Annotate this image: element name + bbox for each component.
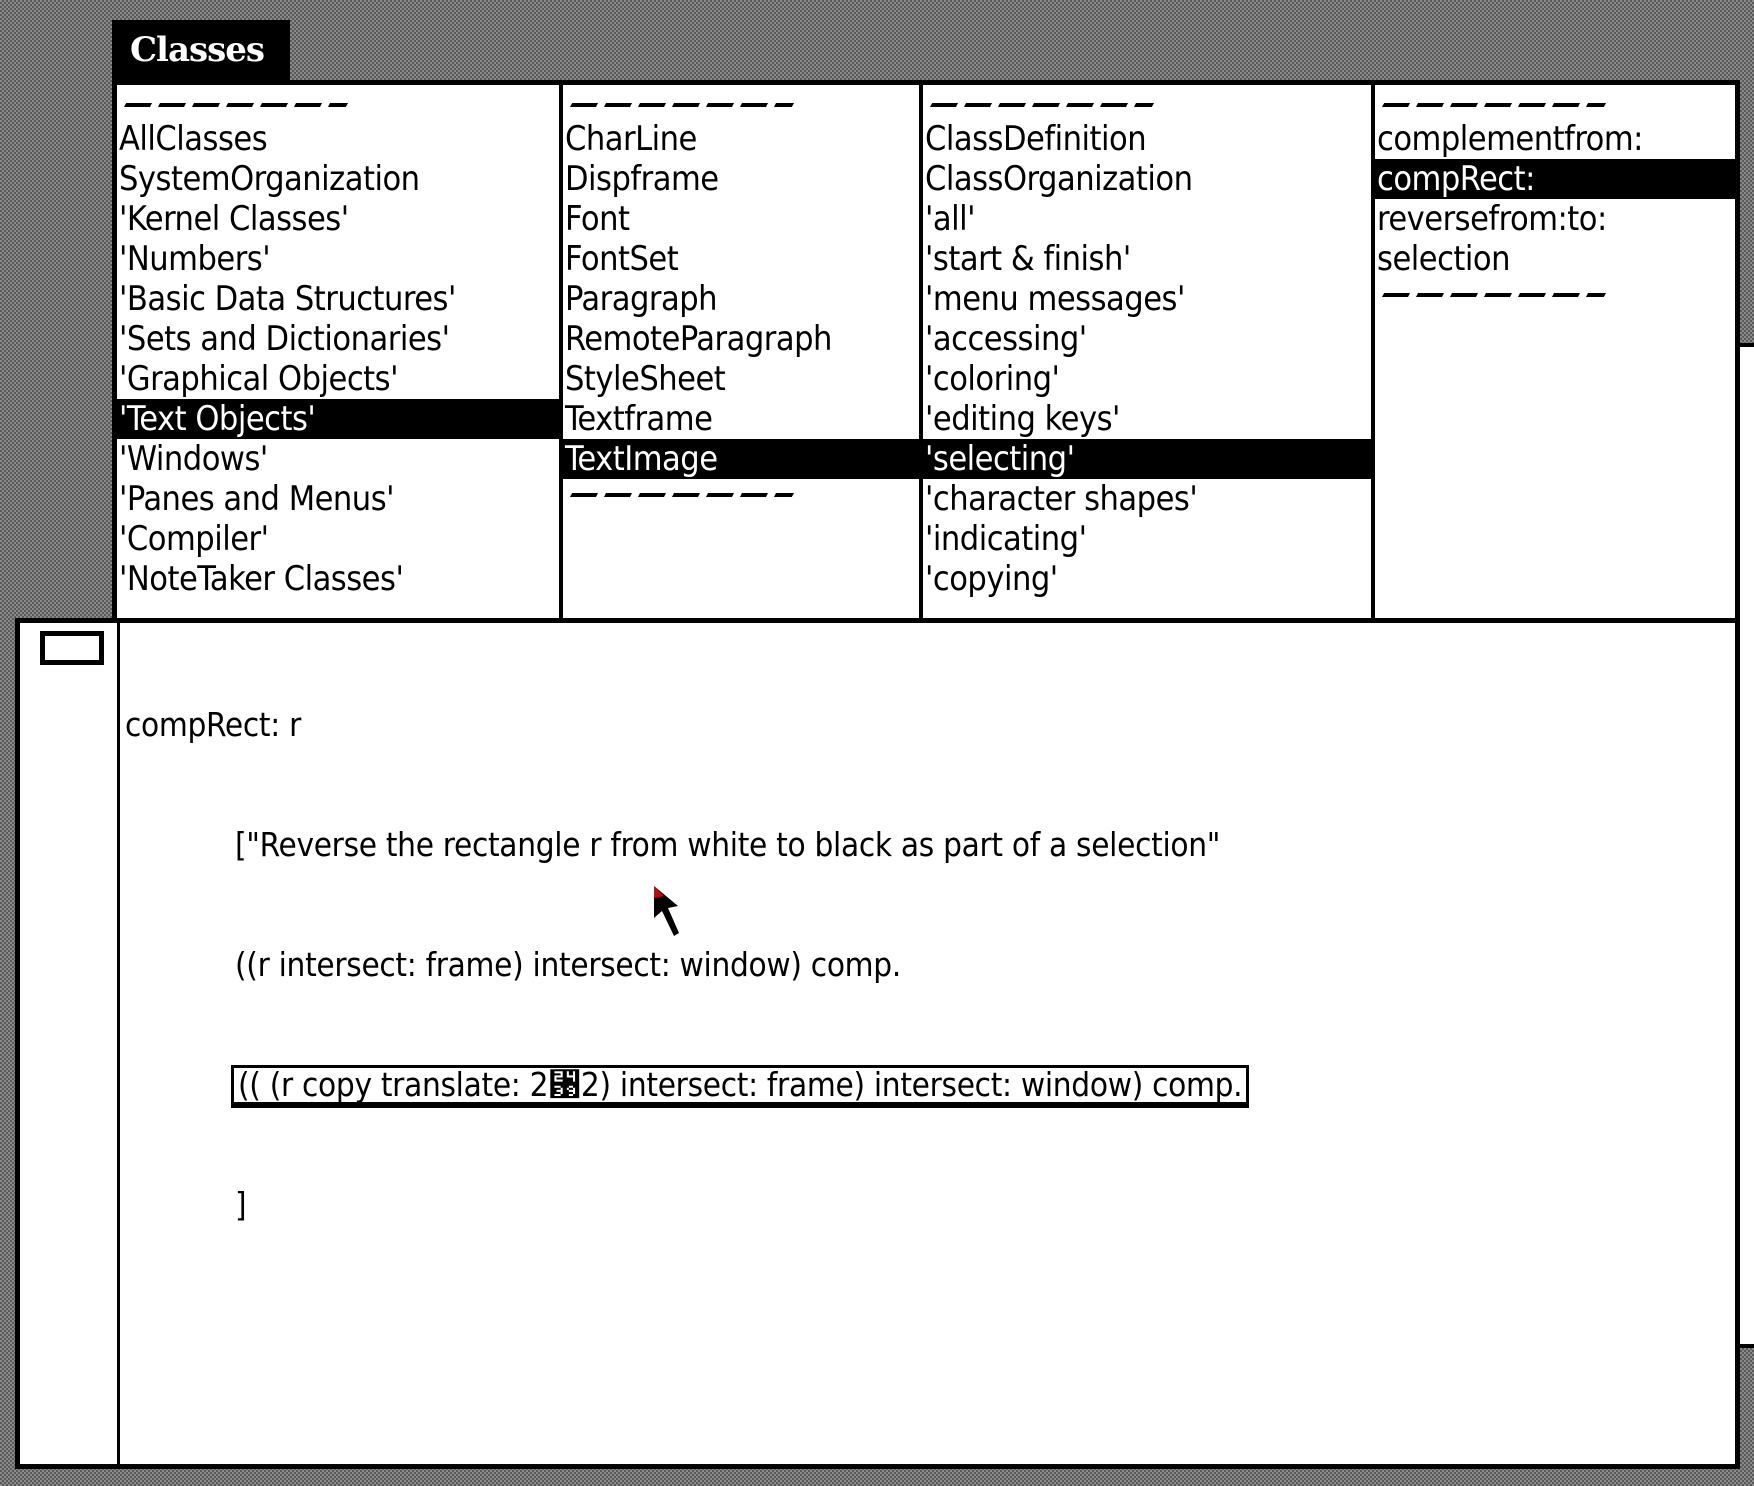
background-window[interactable] <box>1740 343 1754 1348</box>
list-item-notetaker-classes[interactable]: 'NoteTaker Classes' <box>119 559 404 599</box>
list-item-start-finish[interactable]: 'start & finish' <box>925 239 1131 279</box>
list-item-reversefrom-to[interactable]: reversefrom:to: <box>1377 199 1607 239</box>
window-title: Classes <box>130 30 265 70</box>
category-list[interactable] <box>117 119 559 599</box>
class-pane[interactable] <box>563 85 923 619</box>
list-item-textframe[interactable]: Textframe <box>565 399 713 439</box>
message-pane[interactable] <box>1375 85 1735 619</box>
code-line-method-header[interactable]: compRect: r <box>125 705 301 744</box>
list-item-basic-data-structures[interactable]: 'Basic Data Structures' <box>119 279 456 319</box>
list-item-copying[interactable]: 'copying' <box>925 559 1058 599</box>
list-top-separator <box>568 99 797 111</box>
code-line-comment[interactable]: ["Reverse the rectangle r from white to black as part of a selection" <box>235 825 1221 864</box>
list-item-compiler[interactable]: 'Compiler' <box>119 519 269 559</box>
list-item-kernel-classes[interactable]: 'Kernel Classes' <box>119 199 349 239</box>
list-item-dispframe[interactable]: Dispframe <box>565 159 719 199</box>
list-item-all[interactable]: 'all' <box>925 199 976 239</box>
list-bottom-separator <box>568 489 797 501</box>
protocol-list[interactable] <box>923 119 1371 599</box>
scroll-gutter[interactable] <box>20 623 120 1464</box>
code-line-selected-wrapper <box>125 1065 1735 1105</box>
category-pane[interactable] <box>117 85 563 619</box>
list-top-separator <box>928 99 1157 111</box>
list-item-selecting[interactable]: 'selecting' <box>923 439 1371 479</box>
list-item-allclasses[interactable]: AllClasses <box>119 119 268 159</box>
code-editor[interactable] <box>125 625 1735 1464</box>
class-list[interactable] <box>563 119 919 479</box>
list-item-sets-and-dictionaries[interactable]: 'Sets and Dictionaries' <box>119 319 450 359</box>
list-item-accessing[interactable]: 'accessing' <box>925 319 1087 359</box>
code-pane[interactable] <box>15 618 1740 1469</box>
list-item-text-objects[interactable]: 'Text Objects' <box>117 399 559 439</box>
code-line-close-bracket[interactable]: ] <box>235 1185 247 1224</box>
list-item-classdefinition[interactable]: ClassDefinition <box>925 119 1147 159</box>
list-item-stylesheet[interactable]: StyleSheet <box>565 359 726 399</box>
list-item-complementfrom[interactable]: complementfrom: <box>1377 119 1643 159</box>
code-line-selected[interactable]: (( (r copy translate: 2␹2) intersect: frame) intersect: window) comp. <box>231 1065 1249 1108</box>
list-item-numbers[interactable]: 'Numbers' <box>119 239 271 279</box>
window-title-tab[interactable] <box>112 20 290 84</box>
list-item-indicating[interactable]: 'indicating' <box>925 519 1087 559</box>
protocol-pane[interactable] <box>923 85 1375 619</box>
list-top-separator <box>1380 99 1609 111</box>
list-item-selection[interactable]: selection <box>1377 239 1510 279</box>
list-item-fontset[interactable]: FontSet <box>565 239 679 279</box>
list-item-coloring[interactable]: 'coloring' <box>925 359 1060 399</box>
list-bottom-separator <box>1380 289 1609 301</box>
list-item-comprect[interactable]: compRect: <box>1375 159 1735 199</box>
list-item-remoteparagraph[interactable]: RemoteParagraph <box>565 319 832 359</box>
list-item-textimage[interactable]: TextImage <box>563 439 919 479</box>
code-line-statement[interactable]: ((r intersect: frame) intersect: window) comp. <box>235 945 901 984</box>
mouse-pointer-icon <box>652 884 682 940</box>
list-item-character-shapes[interactable]: 'character shapes' <box>925 479 1198 519</box>
message-list[interactable] <box>1375 119 1735 279</box>
scroll-thumb[interactable] <box>40 631 104 665</box>
list-item-classorganization[interactable]: ClassOrganization <box>925 159 1193 199</box>
list-item-charline[interactable]: CharLine <box>565 119 697 159</box>
list-top-separator <box>122 99 351 111</box>
list-item-graphical-objects[interactable]: 'Graphical Objects' <box>119 359 398 399</box>
list-item-font[interactable]: Font <box>565 199 630 239</box>
list-item-windows[interactable]: 'Windows' <box>119 439 268 479</box>
list-item-menu-messages[interactable]: 'menu messages' <box>925 279 1185 319</box>
list-item-editing-keys[interactable]: 'editing keys' <box>925 399 1120 439</box>
list-item-paragraph[interactable]: Paragraph <box>565 279 718 319</box>
list-item-systemorganization[interactable]: SystemOrganization <box>119 159 420 199</box>
browser-list-panes <box>112 80 1740 624</box>
list-item-panes-and-menus[interactable]: 'Panes and Menus' <box>119 479 395 519</box>
